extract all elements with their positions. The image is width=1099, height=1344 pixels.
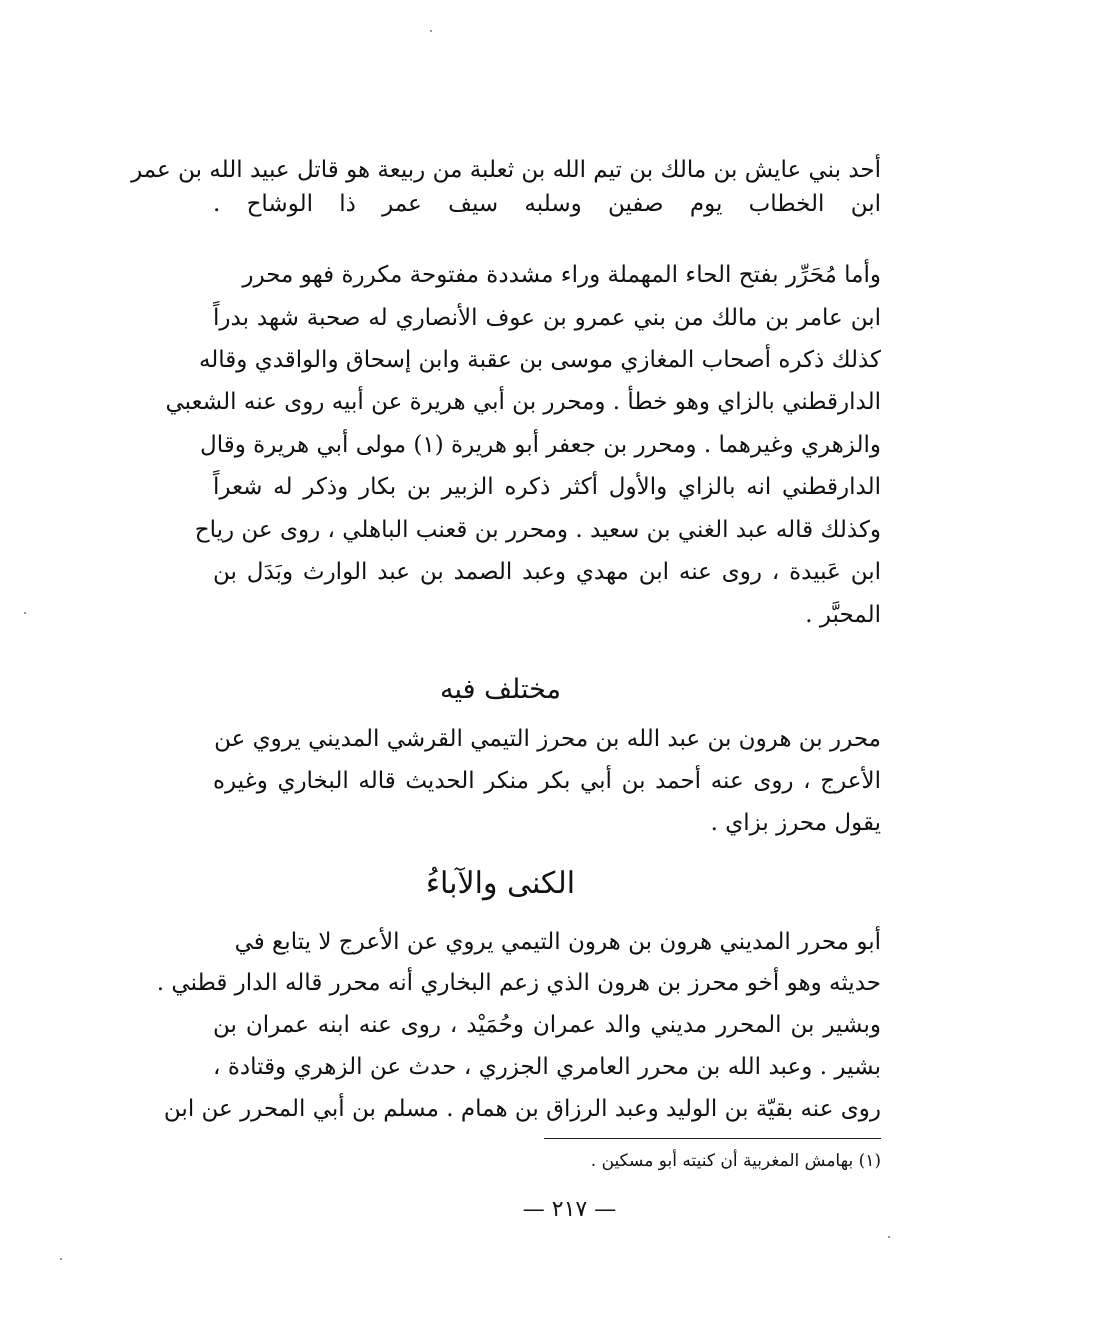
text-line: ابن عَبيدة ، روى عنه ابن مهدي وعبد الصمد بن عبد الوارث وبَدَل بن — [213, 559, 881, 585]
text-line: أحد بني عايش بن مالك بن تيم الله بن ثعلبة من ربيعة هو قاتل عبيد الله بن عمر — [131, 157, 881, 183]
text-line: كذلك ذكره أصحاب المغازي موسى بن عقبة وابن إسحاق والواقدي وقاله — [198, 347, 881, 373]
text-line: والزهري وغيرهما . ومحرر بن جعفر أبو هريرة (١) مولى أبي هريرة وقال — [200, 432, 881, 458]
scan-speck — [888, 1236, 890, 1238]
text-line: حديثه وهو أخو محرز بن هرون الذي زعم البخاري أنه محرر قاله الدار قطني . — [156, 970, 881, 996]
text-line-indented: أبو محرر المديني هرون بن هرون التيمي يروي عن الأعرج لا يتابع في — [234, 929, 881, 955]
text-line-indented: محرر بن هرون بن عبد الله بن محرز التيمي القرشي المديني يروي عن — [214, 726, 881, 752]
scan-speck — [24, 612, 26, 614]
page-number: — ٢١٧ — — [522, 1197, 617, 1222]
text-line: ابن عامر بن مالك من بني عمرو بن عوف الأنصاري له صحبة شهد بدراً — [213, 305, 881, 331]
text-line-indented: وأما مُحَرِّر بفتح الحاء المهملة وراء مشددة مفتوحة مكررة فهو محرر — [242, 262, 881, 288]
scan-speck — [430, 30, 432, 32]
text-line: وبشير بن المحرر مديني والد عمران وحُمَيْد ، روى عنه ابنه عمران بن — [213, 1012, 881, 1038]
text-line: يقول محرز بزاي . — [710, 810, 881, 836]
text-line: المحبَّر . — [805, 602, 881, 628]
text-line: الدارقطني بالزاي وهو خطأ . ومحرر بن أبي هريرة عن أبيه روى عنه الشعبي — [165, 389, 881, 415]
text-line: وكذلك قاله عبد الغني بن سعيد . ومحرر بن قعنب الباهلي ، روى عن رياح — [194, 517, 881, 543]
section-heading: الكنى والآباءُ — [425, 866, 576, 901]
scan-speck — [60, 1258, 62, 1260]
footnote: (١) بهامش المغربية أن كنيته أبو مسكين . — [590, 1151, 881, 1171]
section-heading: مختلف فيه — [439, 674, 562, 705]
text-line: روى عنه بقيّة بن الوليد وعبد الرزاق بن همام . مسلم بن أبي المحرر عن ابن — [163, 1096, 881, 1122]
footnote-rule — [544, 1138, 881, 1139]
text-line: الأعرج ، روى عنه أحمد بن أبي بكر منكر الحديث قاله البخاري وغيره — [213, 768, 881, 794]
text-line: ابن الخطاب يوم صفين وسلبه سيف عمر ذا الوشاح . — [213, 191, 881, 217]
text-line: بشير . وعبد الله بن محرر العامري الجزري ، حدث عن الزهري وقتادة ، — [213, 1054, 881, 1080]
text-line: الدارقطني انه بالزاي والأول أكثر ذكره الزبير بن بكار وذكر له شعراً — [213, 474, 881, 500]
